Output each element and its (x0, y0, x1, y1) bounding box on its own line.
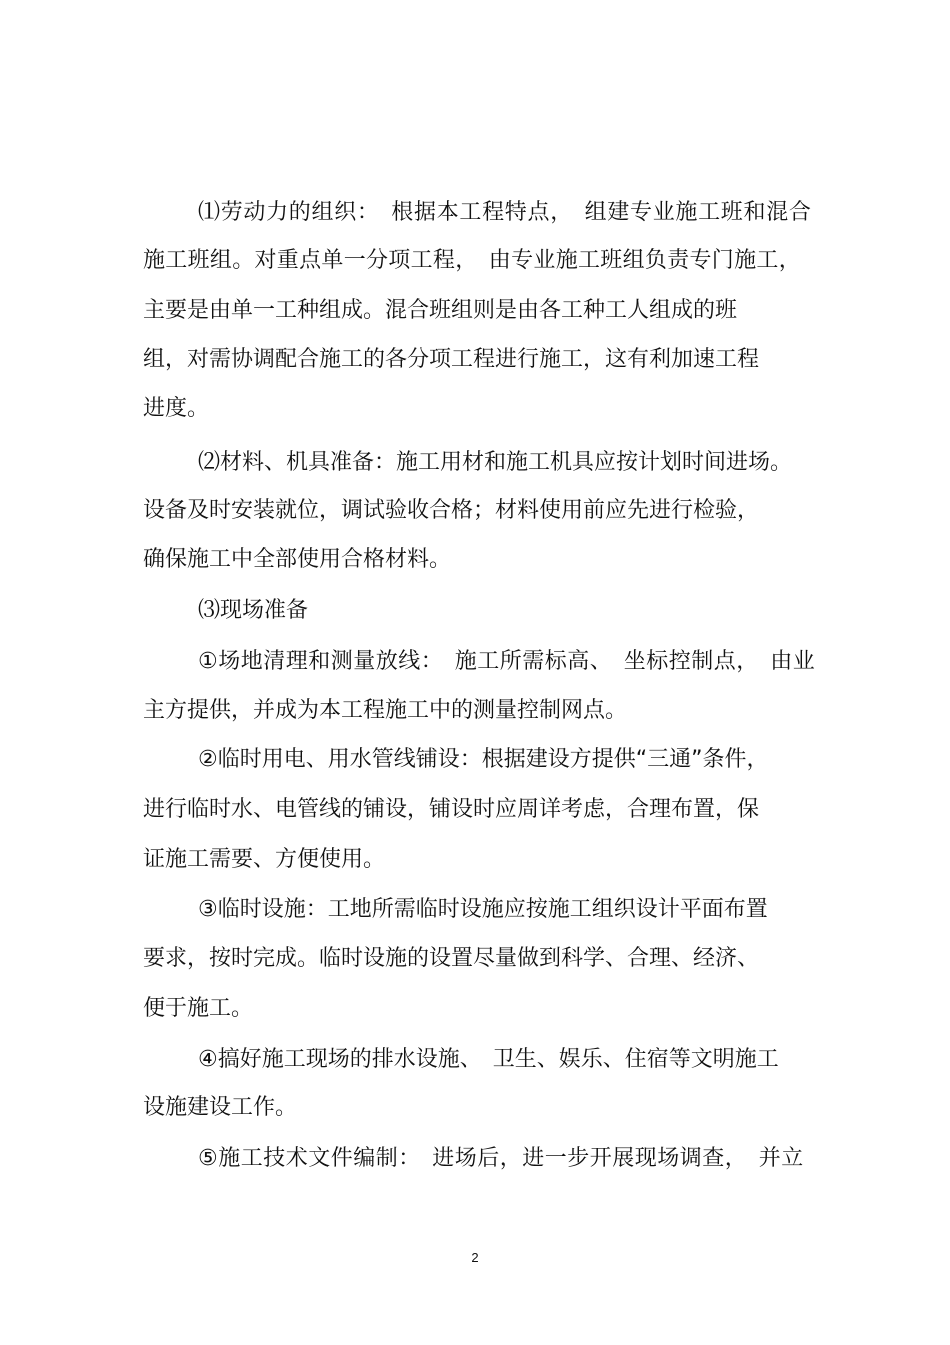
text-line: 施工班组。对重点单一分项工程， 由专业施工班组负责专门施工， (143, 248, 802, 273)
text-line: 设备及时安装就位，调试验收合格；材料使用前应先进行检验， (143, 498, 760, 523)
text-line: 主要是由单一工种组成。混合班组则是由各工种工人组成的班 (143, 298, 738, 323)
text-line: 要求，按时完成。临时设施的设置尽量做到科学、合理、经济、 (143, 946, 760, 971)
text-line: ⑶现场准备 (198, 598, 309, 623)
text-line: ②临时用电、用水管线铺设：根据建设方提供“三通”条件， (198, 747, 769, 772)
text-line: ⑴劳动力的组织： 根据本工程特点， 组建专业施工班和混合 (198, 200, 812, 225)
text-line: 主方提供，并成为本工程施工中的测量控制网点。 (143, 698, 628, 723)
text-line: 组，对需协调配合施工的各分项工程进行施工，这有利加速工程 (143, 347, 760, 372)
text-line: ①场地清理和测量放线： 施工所需标高、 坐标控制点， 由业 (198, 649, 816, 674)
text-line: ⑵材料、机具准备：施工用材和施工机具应按计划时间进场。 (198, 450, 793, 475)
text-line: 设施建设工作。 (143, 1095, 298, 1120)
text-line: 进度。 (143, 396, 210, 421)
text-line: 便于施工。 (143, 996, 254, 1021)
text-line: 证施工需要、方便使用。 (143, 847, 386, 872)
text-line: ④搞好施工现场的排水设施、 卫生、娱乐、住宿等文明施工 (198, 1047, 779, 1072)
text-line: 确保施工中全部使用合格材料。 (143, 547, 452, 572)
page-number: 2 (471, 1250, 479, 1265)
text-line: ⑤施工技术文件编制： 进场后，进一步开展现场调查， 并立 (198, 1146, 804, 1171)
text-line: 进行临时水、电管线的铺设，铺设时应周详考虑，合理布置，保 (143, 797, 760, 822)
text-line: ③临时设施：工地所需临时设施应按施工组织设计平面布置 (198, 897, 768, 922)
